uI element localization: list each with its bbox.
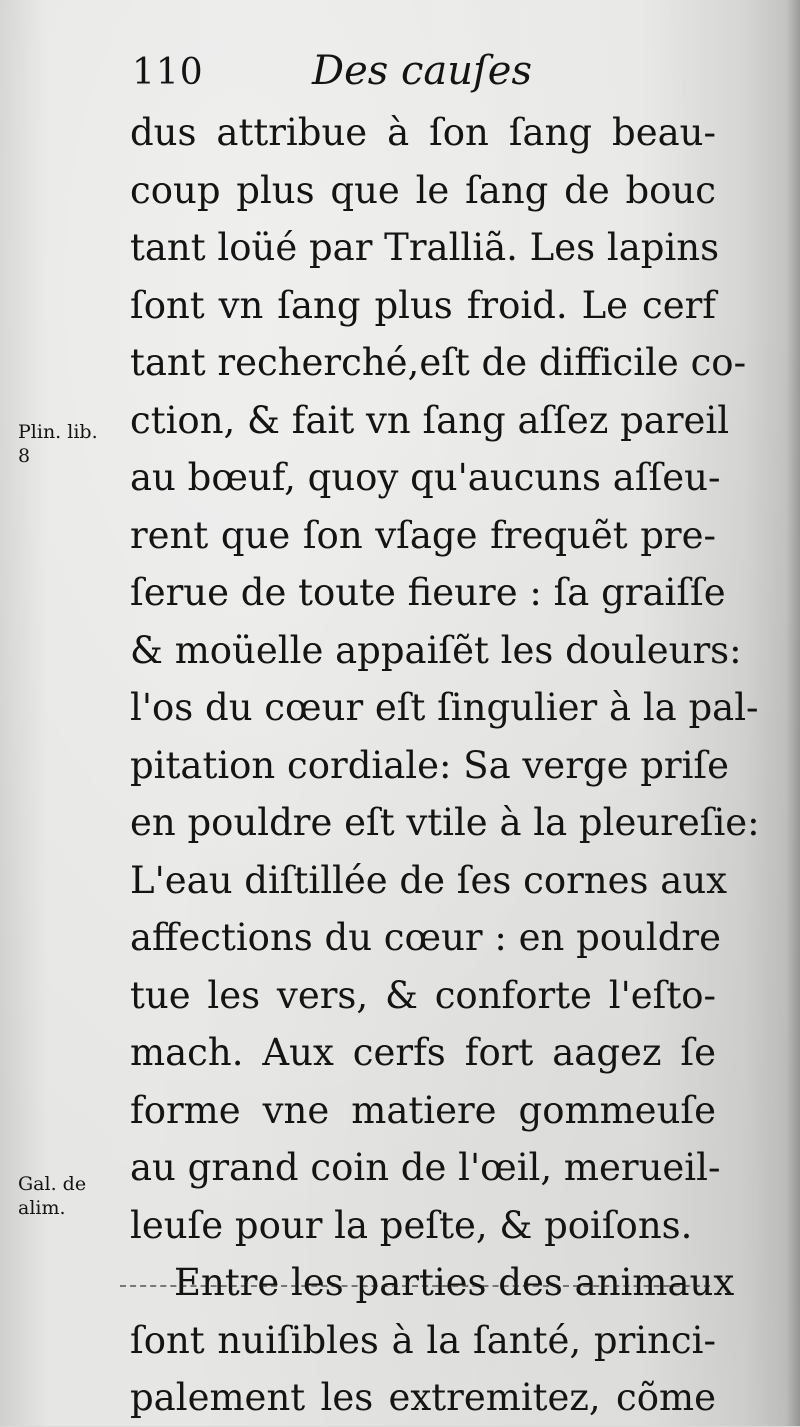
text-line: L'eau diſtillée de ſes cornes aux [130,858,728,902]
margin-note-line: Gal. de [18,1173,87,1195]
margin-note-line: 8 [18,445,31,467]
text-line: au bœuf, quoy qu'aucuns aſſeu- [130,456,721,499]
text-line: palement les extremitez, cõme [130,1376,716,1419]
text-line: affections du cœur : en pouldre [130,916,721,959]
running-title: Des cauſes [312,48,532,94]
text-line: ſont vn ſang plus froid. Le cerf [130,283,716,327]
text-line: forme vne matiere gommeuſe [130,1088,716,1132]
running-head [132,48,732,100]
text-line: rent que ſon vſage frequẽt pre- [130,513,716,557]
bleed-through-rule [120,1285,710,1299]
text-line: & moüelle appaiſẽt les douleurs: [130,628,742,672]
margin-note-pliny [18,420,118,468]
text-line: tant loüé par Tralliã. Les lapins [130,226,720,269]
page-edge-shadow [786,0,800,1426]
text-line: pitation cordiale: Sa verge priſe [130,743,730,787]
text-line: tue les vers, & conforte l'eſto- [130,973,716,1017]
text-line: en pouldre eſt vtile à la pleureſie: [130,801,760,844]
page-number: 110 [132,52,204,93]
text-line: dus attribue à ſon ſang beau- [130,111,716,154]
text-line: coup plus que le ſang de bouc [130,168,716,212]
text-line: mach. Aux cerfs fort aagez ſe [130,1031,716,1074]
text-line: ſerue de toute fieure : ſa graiſſe [130,571,726,614]
margin-note-line: Plin. lib. [18,421,98,443]
margin-note-galen [18,1172,118,1220]
text-line: au grand coin de l'œil, merueil- [130,1146,721,1189]
text-line: l'os du cœur eſt ſingulier à la pal- [130,686,759,729]
text-line: tant recherché,eſt de difficile co- [130,341,747,384]
body-text [130,104,760,1427]
text-line: ction, & fait vn ſang aſſez pareil [130,398,730,442]
text-line: leuſe pour la peſte, & poiſons. [130,1203,693,1247]
text-line: ſont nuiſibles à la ſanté, princi- [130,1318,716,1362]
margin-note-line: alim. [18,1197,66,1219]
text-line: Entre les parties des animaux [174,1261,735,1304]
